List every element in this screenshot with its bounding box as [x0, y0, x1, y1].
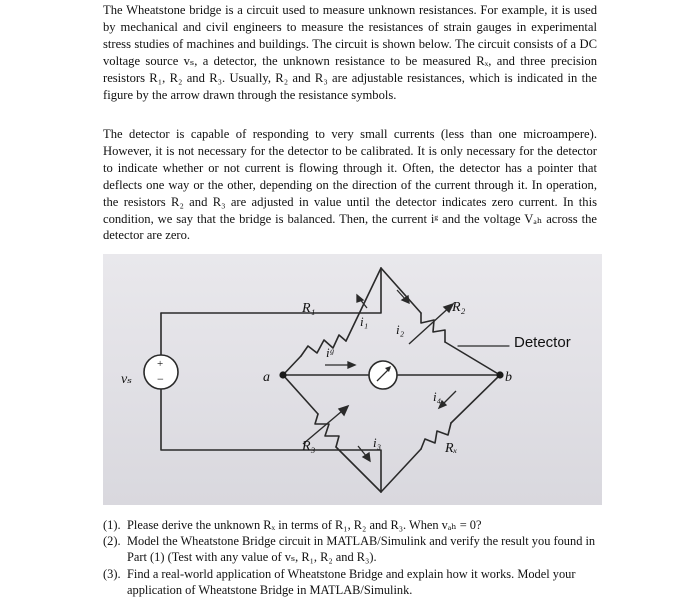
i1-arrowhead: [357, 295, 363, 302]
detector-paragraph: The detector is capable of responding to very small currents (less than one microampere). However, it is not necessary for the detector to be calibrated. It is only necessary for the detector to indicate whether or not current is flowing through it. Often, the detector has a pointer that deflects one way or the other, depending on the direction of the current through it. In operation, the resistors R₂ and R₃ are adjusted in value until the detector indicates zero current. In this condition, we say that the bridge is balanced. Then, the current iᵍ and the voltage Vₐₕ across the detector are zero.: [103, 127, 597, 243]
question-number: (1).: [103, 518, 121, 532]
left-wire-bottom: [161, 389, 381, 492]
branch-a-bottom: [283, 375, 318, 414]
question-item: [103, 517, 603, 533]
node-a-dot: [279, 371, 286, 378]
label-r3: R₃: [302, 439, 316, 454]
ig-arrowhead: [348, 362, 355, 368]
question-text: Find a real-world application of Wheatstone Bridge and explain how it works. Model your application of Wheatstone Bridge in MATLAB/Simulink.: [127, 566, 576, 597]
label-i4: i₄: [433, 389, 442, 404]
label-i1: i₁: [360, 314, 369, 329]
i4-arrow: [443, 391, 456, 404]
branch-r2-b: [445, 342, 500, 375]
resistor-r2: [421, 313, 445, 342]
question-item: [103, 566, 603, 598]
branch-r3-bottom: [336, 447, 381, 492]
label-i3: i₃: [373, 435, 382, 450]
top-wire: [161, 268, 381, 313]
source-minus-sign: −: [157, 372, 164, 386]
question-number: (2).: [103, 534, 121, 549]
label-a: a: [263, 370, 270, 385]
label-ig: iᵍ: [326, 345, 334, 360]
label-r2: R₂: [452, 300, 466, 315]
circuit-diagram: [103, 254, 602, 505]
label-rx: Rₓ: [445, 441, 458, 456]
wheatstone-bridge-figure: [103, 254, 602, 505]
question-text: Please derive the unknown Rₓ in terms of R₁, R₂ and R₃. When vₐₕ = 0?: [127, 518, 482, 532]
node-b-dot: [496, 371, 503, 378]
branch-rx-b: [451, 375, 500, 423]
resistor-r1: [301, 335, 346, 356]
branch-a-top: [283, 356, 301, 375]
question-item: [103, 533, 603, 565]
source-plus-sign: +: [157, 358, 164, 370]
branch-top-r2: [381, 268, 421, 313]
question-list: [103, 517, 603, 598]
intro-paragraph: The Wheatstone bridge is a circuit used to measure unknown resistances. For example, it is used by mechanical and civil engineers to measure the resistances of strain gauges in experimental stress studies of machines and buildings. The circuit is shown below. The circuit consists of a DC voltage source vₛ, a detector, the unknown resistance to be measured Rₓ, and three precision resistors R₁, R₂ and R₃. Usually, R₂ and R₃ are adjustable resistances, which is indicated in the figure by the arrow drawn through the resistance symbols.: [103, 3, 597, 102]
r3-adjust-arrowhead: [339, 406, 348, 415]
label-detector: Detector: [514, 334, 571, 351]
question-text: Model the Wheatstone Bridge circuit in MATLAB/Simulink and verify the result you found in Part (1) (Test with any value of vₛ, R₁, R₂ and R₃).: [127, 534, 596, 565]
question-number: (3).: [103, 566, 121, 581]
label-r1: R₁: [302, 301, 316, 316]
branch-bottom-rx: [381, 449, 421, 492]
label-vs: vₛ: [121, 372, 132, 387]
label-i2: i₂: [396, 322, 405, 337]
label-b: b: [505, 370, 512, 385]
